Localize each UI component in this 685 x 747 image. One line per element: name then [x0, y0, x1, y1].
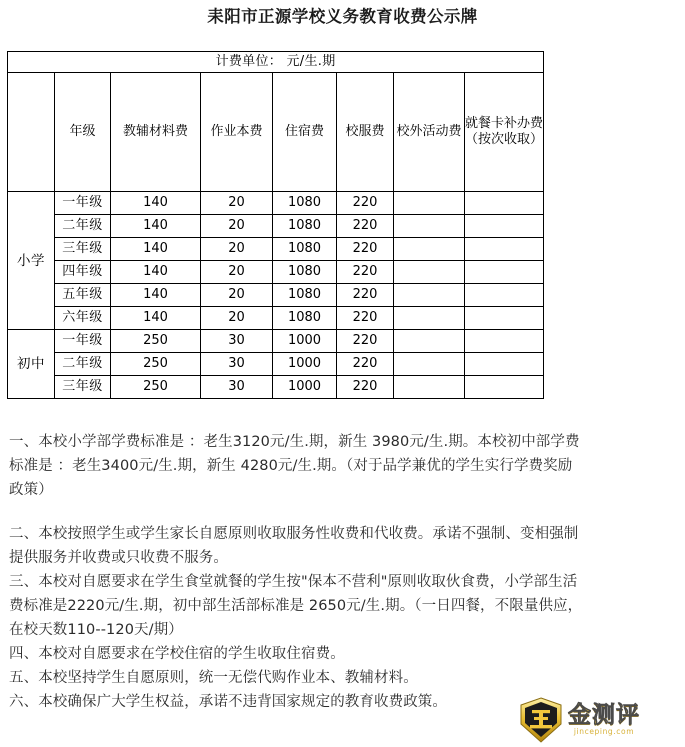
- table-row: [8, 284, 544, 307]
- table-row: [8, 238, 544, 261]
- workbook-fee-value: 20: [201, 215, 273, 238]
- dorm-fee-value: 1080: [273, 284, 337, 307]
- grade-label: 三年级: [55, 376, 111, 399]
- header-stage: [8, 73, 55, 192]
- watermark-url: jinceping.com: [573, 727, 635, 736]
- watermark-brand: 金测评: [568, 702, 640, 728]
- header-material-fee: 教辅材料费: [111, 73, 201, 192]
- table-row: [8, 353, 544, 376]
- note-3-line-3: 在校天数110--120天/期）: [9, 622, 183, 638]
- material-fee-value: 250: [111, 376, 201, 399]
- activity-fee-value: [394, 330, 465, 353]
- workbook-fee-value: 20: [201, 261, 273, 284]
- dorm-fee-value: 1080: [273, 215, 337, 238]
- dorm-fee-value: 1080: [273, 261, 337, 284]
- uniform-fee-value: 220: [337, 215, 394, 238]
- material-fee-value: 250: [111, 353, 201, 376]
- note-spacer: [9, 502, 677, 522]
- meal-card-fee-value: [465, 192, 544, 215]
- note-2-line-2: 提供服务并收费或只收费不服务。: [9, 550, 228, 566]
- header-dorm-fee: 住宿费: [273, 73, 337, 192]
- meal-card-fee-value: [465, 284, 544, 307]
- material-fee-value: 140: [111, 261, 201, 284]
- note-3-line-2: 费标准是2220元/生.期，初中部生活部标准是 2650元/生.期。（一日四餐，不限量供应，: [9, 598, 583, 614]
- activity-fee-value: [394, 238, 465, 261]
- uniform-fee-value: 220: [337, 284, 394, 307]
- activity-fee-value: [394, 192, 465, 215]
- dorm-fee-value: 1080: [273, 238, 337, 261]
- material-fee-value: 140: [111, 192, 201, 215]
- billing-unit-label: 计费单位： 元/生.期: [8, 52, 544, 73]
- note-5: 五、本校坚持学生自愿原则，统一无偿代购作业本、教辅材料。: [9, 670, 418, 686]
- dorm-fee-value: 1000: [273, 353, 337, 376]
- stage-label-junior: 初中: [8, 330, 55, 399]
- table-row: [8, 261, 544, 284]
- grade-label: 五年级: [55, 284, 111, 307]
- material-fee-value: 140: [111, 284, 201, 307]
- stage-label-primary: 小学: [8, 192, 55, 330]
- note-1-line-1: 一、本校小学部学费标准是 ：老生3120元/生.期，新生 3980元/生.期。本校初中部学费: [9, 434, 580, 450]
- activity-fee-value: [394, 284, 465, 307]
- activity-fee-value: [394, 376, 465, 399]
- meal-card-fee-value: [465, 238, 544, 261]
- material-fee-value: 140: [111, 238, 201, 261]
- header-meal-card-fee: 就餐卡补办费（按次收取）: [465, 73, 544, 192]
- uniform-fee-value: 220: [337, 353, 394, 376]
- table-row: [8, 192, 544, 215]
- notes-section: [9, 430, 677, 714]
- grade-label: 二年级: [55, 353, 111, 376]
- dorm-fee-value: 1080: [273, 307, 337, 330]
- table-header-row: [8, 73, 544, 192]
- activity-fee-value: [394, 215, 465, 238]
- note-3-line-1: 三、本校对自愿要求在学生食堂就餐的学生按"保本不营利"原则收取伙食费，小学部生活: [9, 574, 578, 590]
- grade-label: 四年级: [55, 261, 111, 284]
- activity-fee-value: [394, 261, 465, 284]
- header-offcampus-activity-fee: 校外活动费: [394, 73, 465, 192]
- workbook-fee-value: 30: [201, 330, 273, 353]
- grade-label: 一年级: [55, 192, 111, 215]
- material-fee-value: 250: [111, 330, 201, 353]
- meal-card-fee-value: [465, 330, 544, 353]
- activity-fee-value: [394, 353, 465, 376]
- uniform-fee-value: 220: [337, 307, 394, 330]
- workbook-fee-value: 30: [201, 376, 273, 399]
- uniform-fee-value: 220: [337, 261, 394, 284]
- note-2-line-1: 二、本校按照学生或学生家长自愿原则收取服务性收费和代收费。承诺不强制、变相强制: [9, 526, 579, 542]
- page-title: 耒阳市正源学校义务教育收费公示牌: [207, 7, 478, 26]
- watermark-logo: [519, 695, 679, 745]
- meal-card-fee-value: [465, 376, 544, 399]
- meal-card-fee-value: [465, 307, 544, 330]
- shield-icon: [519, 697, 563, 743]
- workbook-fee-value: 30: [201, 353, 273, 376]
- note-4: 四、本校对自愿要求在学校住宿的学生收取住宿费。: [9, 646, 345, 662]
- workbook-fee-value: 20: [201, 192, 273, 215]
- workbook-fee-value: 20: [201, 238, 273, 261]
- grade-label: 二年级: [55, 215, 111, 238]
- uniform-fee-value: 220: [337, 330, 394, 353]
- table-row: [8, 330, 544, 353]
- note-1-line-3: 政策）: [9, 482, 53, 498]
- material-fee-value: 140: [111, 307, 201, 330]
- table-row: [8, 376, 544, 399]
- fee-table: [7, 51, 544, 399]
- table-row: [8, 215, 544, 238]
- workbook-fee-value: 20: [201, 284, 273, 307]
- grade-label: 三年级: [55, 238, 111, 261]
- meal-card-fee-value: [465, 353, 544, 376]
- activity-fee-value: [394, 307, 465, 330]
- dorm-fee-value: 1080: [273, 192, 337, 215]
- grade-label: 六年级: [55, 307, 111, 330]
- table-unit-row: [8, 52, 544, 73]
- material-fee-value: 140: [111, 215, 201, 238]
- note-6: 六、本校确保广大学生权益，承诺不违背国家规定的教育收费政策。: [9, 694, 447, 710]
- fee-table-container: [7, 51, 543, 399]
- uniform-fee-value: 220: [337, 376, 394, 399]
- note-1-line-2: 标准是 ：老生3400元/生.期，新生 4280元/生.期。（对于品学兼优的学生实行学费奖励: [9, 458, 573, 474]
- uniform-fee-value: 220: [337, 192, 394, 215]
- table-row: [8, 307, 544, 330]
- uniform-fee-value: 220: [337, 238, 394, 261]
- meal-card-fee-value: [465, 261, 544, 284]
- header-workbook-fee: 作业本费: [201, 73, 273, 192]
- dorm-fee-value: 1000: [273, 330, 337, 353]
- header-uniform-fee: 校服费: [337, 73, 394, 192]
- header-grade: 年级: [55, 73, 111, 192]
- meal-card-fee-value: [465, 215, 544, 238]
- workbook-fee-value: 20: [201, 307, 273, 330]
- grade-label: 一年级: [55, 330, 111, 353]
- watermark-text-block: [568, 703, 640, 737]
- dorm-fee-value: 1000: [273, 376, 337, 399]
